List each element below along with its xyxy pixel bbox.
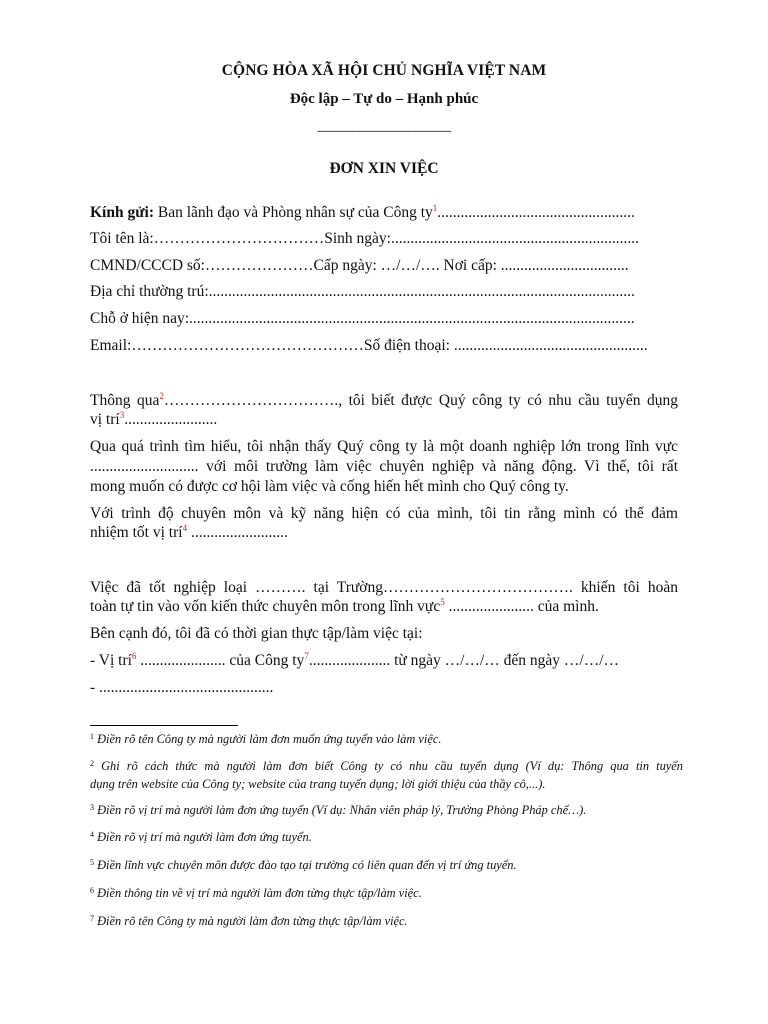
name-line xyxy=(90,230,680,248)
p3-text: ......................... xyxy=(187,524,288,541)
paragraph-2-line-2: ............................ với môi trường làm việc chuyên nghiệp và năng động. Vì thế, tôi rất xyxy=(90,458,678,475)
kinh-gui-label: Kính gửi: xyxy=(90,204,154,221)
p1-text: ……………………………., tôi biết được Quý công ty có nhu cầu tuyển dụng xyxy=(163,392,678,409)
dob-label: Sinh ngày: xyxy=(324,230,391,247)
footnote-number: 5 xyxy=(90,858,94,867)
footnote-6 xyxy=(90,886,684,901)
p1-text: Thông qua xyxy=(90,392,160,409)
footnote-separator xyxy=(90,725,238,726)
internship-extra-line: - ............................................. xyxy=(90,679,274,696)
id-label: CMND/CCCD số:………………… xyxy=(90,257,314,274)
footnote-ref: 6 xyxy=(131,652,137,661)
footnote-text: Điền lĩnh vực chuyên môn được đào tạo tại trường có liên quan đến vị trí ứng tuyển. xyxy=(94,858,517,872)
footnote-2-line-2: dụng trên website của Công ty; website của trang tuyển dụng; lời giới thiệu của thầy cô,...). xyxy=(90,777,546,791)
address-dots: .............................................................................................................. xyxy=(208,283,635,300)
p6-text: - Vị trí xyxy=(90,652,132,669)
dob-dots: ................................................................ xyxy=(390,230,639,247)
footnote-text: Điền rõ tên Công ty mà người làm đơn từng thực tập/làm việc. xyxy=(94,914,408,928)
footnote-1 xyxy=(90,732,684,747)
footnote-number: 3 xyxy=(90,803,94,812)
footnote-ref: 1 xyxy=(432,204,438,213)
internship-line xyxy=(90,652,680,670)
paragraph-2-line-3: mong muốn có được cơ hội làm việc và cống hiến hết mình cho Quý công ty. xyxy=(90,478,569,495)
paragraph-4-line-2 xyxy=(90,598,680,616)
kinh-gui-dots: ................................................... xyxy=(437,204,635,221)
footnote-text: Điền thông tin về vị trí mà người làm đơn từng thực tập/làm việc. xyxy=(94,886,422,900)
current-dots: ................................................................................................................... xyxy=(189,310,635,327)
p4-text: ...................... của mình. xyxy=(444,598,599,615)
kinh-gui-text: Ban lãnh đạo và Phòng nhân sự của Công ty xyxy=(154,204,433,221)
address-label: Địa chỉ thường trú: xyxy=(90,283,209,300)
paragraph-1-line-1 xyxy=(90,392,678,410)
paragraph-5: Bên cạnh đó, tôi đã có thời gian thực tập/làm việc tại: xyxy=(90,625,423,642)
p3-text: nhiệm tốt vị trí xyxy=(90,524,183,541)
email-label: Email:……………………………………… xyxy=(90,337,364,354)
footnote-number: 2 xyxy=(90,759,94,768)
footnote-ref: 4 xyxy=(182,524,188,533)
p6-text: ..................... từ ngày …/…/… đến ngày …/…/… xyxy=(308,652,620,669)
footnote-3 xyxy=(90,803,684,818)
footnote-text: Ghi rõ cách thức mà người làm đơn biết Công ty có nhu cầu tuyển dụng (Ví dụ: Thông qua tin tuyển xyxy=(94,759,683,773)
motto: Độc lập – Tự do – Hạnh phúc xyxy=(289,91,479,107)
id-place-dots: ................................. xyxy=(500,257,629,274)
footnote-text: Điền rõ vị trí mà người làm đơn ứng tuyển (Ví dụ: Nhân viên pháp lý, Trưởng Phòng Pháp chế…). xyxy=(94,803,587,817)
footnote-4 xyxy=(90,830,684,845)
current-address-line xyxy=(90,310,680,328)
footnote-5 xyxy=(90,858,684,873)
id-line xyxy=(90,257,680,275)
phone-label: Số điện thoại: xyxy=(363,337,454,354)
name-label: Tôi tên là:…………………………… xyxy=(90,230,325,247)
id-date-label: Cấp ngày: …/…/…. Nơi cấp: xyxy=(313,257,501,274)
footnote-number: 1 xyxy=(90,732,94,741)
kinh-gui-line xyxy=(90,204,680,222)
p1-text: vị trí xyxy=(90,411,120,428)
country-heading: CỘNG HÒA XÃ HỘI CHỦ NGHĨA VIỆT NAM xyxy=(221,62,547,79)
p6-text: ...................... của Công ty xyxy=(136,652,305,669)
current-label: Chỗ ở hiện nay: xyxy=(90,310,190,327)
footnote-text: Điền rõ vị trí mà người làm đơn ứng tuyển. xyxy=(94,830,312,844)
footnote-ref: 2 xyxy=(159,391,164,401)
p1-text: ........................ xyxy=(124,411,218,428)
contact-line xyxy=(90,337,680,355)
document-title: ĐƠN XIN VIỆC xyxy=(329,160,439,177)
p4-text: toàn tự tin vào vốn kiến thức chuyên môn trong lĩnh vực xyxy=(90,598,441,615)
paragraph-1-line-2 xyxy=(90,411,680,429)
paragraph-3-line-2 xyxy=(90,524,680,542)
footnote-number: 4 xyxy=(90,830,94,839)
footnote-number: 6 xyxy=(90,886,94,895)
footnote-text: Điền rõ tên Công ty mà người làm đơn muốn ứng tuyển vào làm việc. xyxy=(94,732,442,746)
footnote-number: 7 xyxy=(90,914,94,923)
paragraph-3-line-1: Với trình độ chuyên môn và kỹ năng hiện có của mình, tôi tin rằng mình có thể đảm xyxy=(90,505,678,522)
phone-dots: .................................................. xyxy=(453,337,648,354)
footnote-2-line-1 xyxy=(90,759,683,774)
footnote-7 xyxy=(90,914,684,929)
footnote-ref: 7 xyxy=(304,652,309,661)
paragraph-2-line-1: Qua quá trình tìm hiểu, tôi nhận thấy Quý công ty là một doanh nghiệp lớn trong lĩnh vực xyxy=(90,438,678,455)
footnote-ref: 5 xyxy=(440,598,445,607)
footnote-ref: 3 xyxy=(119,411,125,420)
address-line xyxy=(90,283,680,301)
heading-rule: ___________________ xyxy=(317,118,451,134)
paragraph-4-line-1: Việc đã tốt nghiệp loại ………. tại Trường………………………………. khiến tôi hoàn xyxy=(90,579,678,596)
